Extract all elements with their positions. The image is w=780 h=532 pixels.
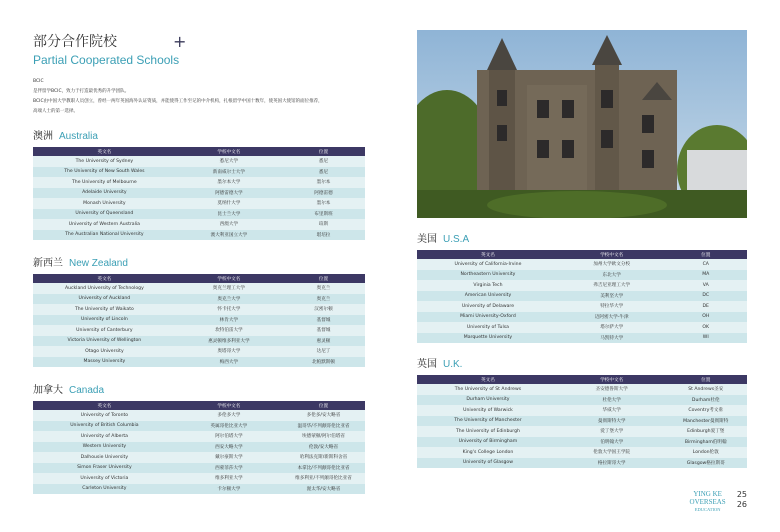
table-cell: 西澳大学	[176, 219, 282, 230]
table-row	[417, 458, 747, 469]
table-cell: 墨尔本	[282, 177, 365, 188]
table-cell: 阿尔伯塔大学	[176, 431, 282, 442]
table-cell: 马凯特大学	[559, 333, 665, 344]
table-canada	[33, 401, 365, 494]
table-cell: Otago University	[33, 346, 176, 357]
section-usa	[417, 230, 747, 245]
table-row	[33, 230, 365, 241]
section-australia	[33, 127, 365, 142]
table-row	[33, 463, 365, 474]
table-cell: Simon Fraser University	[33, 463, 176, 474]
table-row	[33, 357, 365, 368]
column-header: 学校中文名	[176, 147, 282, 156]
header-block	[33, 34, 365, 67]
table-row	[33, 198, 365, 209]
table-row	[33, 315, 365, 326]
section-title-en: U.S.A	[443, 234, 470, 245]
table-cell: 东北大学	[559, 270, 665, 281]
table-cell: 西蒙菲莎大学	[176, 463, 282, 474]
table-cell: 迈阿密大学-牛津	[559, 312, 665, 323]
table-cell: 加州大学欧文分校	[559, 259, 665, 270]
table-row	[33, 442, 365, 453]
table-cell: 澳大利亚国立大学	[176, 230, 282, 241]
footer	[690, 490, 747, 514]
brand-line: YING KE	[693, 490, 722, 498]
table-cell: 悉尼	[282, 156, 365, 167]
table-cell: 华威大学	[559, 405, 665, 416]
table-cell: 阿德雷德	[282, 188, 365, 199]
table-row	[417, 322, 747, 333]
table-cell: 悉尼大学	[176, 156, 282, 167]
table-cell: University of British Columbia	[33, 421, 176, 432]
section-uk	[417, 355, 747, 370]
table-cell: 墨尔本	[282, 198, 365, 209]
table-cell: 惠灵顿	[282, 336, 365, 347]
table-row	[33, 167, 365, 178]
table-cell: 弗吉尼亚理工大学	[559, 280, 665, 291]
table-cell: 坎特伯雷大学	[176, 325, 282, 336]
intro-line: 高端人士的第一选择。	[33, 109, 78, 114]
table-cell: 北帕默斯顿	[282, 357, 365, 368]
section-title-cn: 新西兰	[33, 258, 63, 269]
column-header: 学校中文名	[559, 250, 665, 259]
table-cell: St Andrews圣安	[664, 384, 747, 395]
table-cell: Durham University	[417, 395, 559, 406]
section-title-en: Australia	[59, 131, 98, 142]
table-row	[33, 473, 365, 484]
table-cell: Victoria University of Wellington	[33, 336, 176, 347]
table-cell: 奥克兰理工大学	[176, 283, 282, 294]
column-header: 英文名	[33, 147, 176, 156]
table-cell: 美利坚大学	[559, 291, 665, 302]
table-cell: King's College London	[417, 447, 559, 458]
table-cell: Dalhousie University	[33, 452, 176, 463]
table-cell: The University of New South Wales	[33, 167, 176, 178]
table-cell: 达尼丁	[282, 346, 365, 357]
table-cell: Edinburgh爱丁堡	[664, 426, 747, 437]
table-cell: 莫纳什大学	[176, 198, 282, 209]
table-row	[417, 280, 747, 291]
table-cell: Virginia Tech	[417, 280, 559, 291]
table-cell: Adelaide University	[33, 188, 176, 199]
table-cell: 墨尔本大学	[176, 177, 282, 188]
column-header: 位置	[664, 375, 747, 384]
table-cell: 珀斯	[282, 219, 365, 230]
column-header: 学校中文名	[559, 375, 665, 384]
table-cell: 多伦多大学	[176, 410, 282, 421]
table-row	[33, 421, 365, 432]
table-cell: 奥塔哥大学	[176, 346, 282, 357]
table-cell: DC	[664, 291, 747, 302]
table-cell: The University of Manchester	[417, 416, 559, 427]
table-row	[417, 437, 747, 448]
table-cell: 渥太华/安大略省	[282, 484, 365, 495]
table-newzealand	[33, 274, 365, 367]
column-header: 位置	[282, 274, 365, 283]
table-cell: 伦敦/安大略省	[282, 442, 365, 453]
column-header: 英文名	[417, 250, 559, 259]
table-cell: 温哥华/不列颠哥伦比亚省	[282, 421, 365, 432]
table-cell: University of Tulsa	[417, 322, 559, 333]
table-cell: 特拉华大学	[559, 301, 665, 312]
table-cell: University of Warwick	[417, 405, 559, 416]
table-cell: American University	[417, 291, 559, 302]
table-cell: Monash University	[33, 198, 176, 209]
table-cell: CA	[664, 259, 747, 270]
table-cell: OH	[664, 312, 747, 323]
table-row	[417, 447, 747, 458]
table-usa	[417, 250, 747, 343]
table-cell: 戴尔豪斯大学	[176, 452, 282, 463]
table-row	[33, 325, 365, 336]
table-cell: 哈利法克斯/新斯科舍省	[282, 452, 365, 463]
table-cell: 奥克兰大学	[176, 294, 282, 305]
table-cell: 悉尼	[282, 167, 365, 178]
table-row	[417, 384, 747, 395]
table-cell: University of Western Australia	[33, 219, 176, 230]
table-row	[33, 283, 365, 294]
table-cell: The University of Melbourne	[33, 177, 176, 188]
table-cell: 曼彻斯特大学	[559, 416, 665, 427]
table-cell: 伯明翰大学	[559, 437, 665, 448]
table-cell: 杜伦大学	[559, 395, 665, 406]
table-row	[417, 312, 747, 323]
table-cell: 昆士兰大学	[176, 209, 282, 220]
table-cell: University of Lincoln	[33, 315, 176, 326]
left-page	[33, 30, 365, 494]
column-header: 英文名	[33, 401, 176, 410]
table-cell: University of Birmingham	[417, 437, 559, 448]
table-row	[33, 346, 365, 357]
table-cell: 英属哥伦比亚大学	[176, 421, 282, 432]
section-title-cn: 美国	[417, 234, 437, 245]
section-title-en: Canada	[69, 385, 105, 396]
castle-image	[417, 30, 747, 218]
table-cell: 卡尔顿大学	[176, 484, 282, 495]
section-title-cn: 英国	[417, 359, 437, 370]
table-cell: Durham杜伦	[664, 395, 747, 406]
page-title-cn: 部分合作院校	[33, 34, 117, 50]
table-row	[417, 395, 747, 406]
column-header: 学校中文名	[176, 274, 282, 283]
intro-line: BCIC由中国大学教职人员创立，曾经一两年英国海外认证资质，并能使得工作至记的中介机构，扎根留学中国十数年，使英国大使馆的面位推荐，	[33, 99, 323, 104]
table-cell: 本拿比/不列颠哥伦比亚省	[282, 463, 365, 474]
brand-line: EDUCATION	[694, 507, 721, 512]
table-cell: Carleton University	[33, 484, 176, 495]
table-australia	[33, 147, 365, 240]
table-row	[417, 291, 747, 302]
table-cell: DE	[664, 301, 747, 312]
table-cell: 布里斯班	[282, 209, 365, 220]
column-header: 学校中文名	[176, 401, 282, 410]
table-cell: University of Auckland	[33, 294, 176, 305]
table-cell: MA	[664, 270, 747, 281]
section-title-cn: 澳洲	[33, 131, 53, 142]
section-title-cn: 加拿大	[33, 385, 63, 396]
table-row	[417, 301, 747, 312]
table-cell: 林肯大学	[176, 315, 282, 326]
table-cell: 堪培拉	[282, 230, 365, 241]
table-cell: Coventry考文垂	[664, 405, 747, 416]
table-cell: 基督城	[282, 315, 365, 326]
table-cell: University of Glasgow	[417, 458, 559, 469]
table-row	[417, 405, 747, 416]
section-title-en: U.K.	[443, 359, 463, 370]
table-cell: 基督城	[282, 325, 365, 336]
table-cell: The Australian National University	[33, 230, 176, 241]
table-cell: 西安大略大学	[176, 442, 282, 453]
table-row	[33, 410, 365, 421]
brand-line: OVERSEAS	[689, 498, 726, 506]
table-cell: WI	[664, 333, 747, 344]
table-cell: The University of Sydney	[33, 156, 176, 167]
table-cell: University of Canterbury	[33, 325, 176, 336]
table-cell: The University of Edinburgh	[417, 426, 559, 437]
column-header: 位置	[282, 147, 365, 156]
table-cell: Northeastern University	[417, 270, 559, 281]
table-row	[33, 156, 365, 167]
table-row	[33, 219, 365, 230]
table-cell: Western University	[33, 442, 176, 453]
table-cell: 梅西大学	[176, 357, 282, 368]
table-cell: Manchester曼彻斯特	[664, 416, 747, 427]
table-cell: 维多利亚/不列颠哥伦比亚省	[282, 473, 365, 484]
table-row	[33, 294, 365, 305]
page-title-en: Partial Cooperated Schools	[33, 53, 180, 67]
table-cell: 奥克兰	[282, 283, 365, 294]
table-cell: 新南威尔士大学	[176, 167, 282, 178]
table-cell: 伦敦大学国王学院	[559, 447, 665, 458]
table-uk	[417, 375, 747, 468]
table-row	[33, 177, 365, 188]
table-row	[33, 188, 365, 199]
table-cell: University of Victoria	[33, 473, 176, 484]
table-cell: University of Alberta	[33, 431, 176, 442]
table-row	[417, 333, 747, 344]
table-cell: London伦敦	[664, 447, 747, 458]
page-number: 25	[736, 490, 747, 499]
table-row	[417, 270, 747, 281]
table-cell: 塔尔萨大学	[559, 322, 665, 333]
table-cell: VA	[664, 280, 747, 291]
table-cell: 多伦多/安大略省	[282, 410, 365, 421]
page-numbers	[737, 490, 747, 510]
table-cell: 怀卡托大学	[176, 304, 282, 315]
column-header: 位置	[664, 250, 747, 259]
table-row	[33, 304, 365, 315]
table-row	[417, 416, 747, 427]
brand-logo	[690, 490, 726, 514]
table-row	[33, 484, 365, 495]
table-cell: Glasgow格拉斯哥	[664, 458, 747, 469]
table-cell: University of Queensland	[33, 209, 176, 220]
intro-text	[33, 77, 365, 117]
right-page	[417, 30, 747, 468]
table-cell: The University of Waikato	[33, 304, 176, 315]
column-header: 英文名	[33, 274, 176, 283]
table-row	[417, 426, 747, 437]
table-cell: 维多利亚大学	[176, 473, 282, 484]
table-cell: 阿德雷德大学	[176, 188, 282, 199]
table-row	[33, 452, 365, 463]
table-row	[33, 209, 365, 220]
table-cell: Marquette University	[417, 333, 559, 344]
table-cell: University of Toronto	[33, 410, 176, 421]
section-canada	[33, 381, 365, 396]
table-cell: 爱丁堡大学	[559, 426, 665, 437]
table-cell: Massey University	[33, 357, 176, 368]
table-cell: The University of St Andrews	[417, 384, 559, 395]
plus-icon: +	[173, 32, 187, 51]
table-cell: 埃德蒙顿/阿尔伯塔省	[282, 431, 365, 442]
table-cell: Miami University-Oxford	[417, 312, 559, 323]
table-row	[33, 336, 365, 347]
page-number: 26	[736, 500, 747, 509]
table-cell: University of California-Irvine	[417, 259, 559, 270]
castle-photo	[417, 30, 747, 218]
table-cell: Birmingham伯明翰	[664, 437, 747, 448]
table-row	[417, 259, 747, 270]
table-cell: 汉密尔顿	[282, 304, 365, 315]
section-newzealand	[33, 254, 365, 269]
table-cell: 圣安德鲁斯大学	[559, 384, 665, 395]
intro-line: BCIC	[33, 79, 44, 84]
column-header: 英文名	[417, 375, 559, 384]
table-cell: University of Delaware	[417, 301, 559, 312]
section-title-en: New Zealand	[69, 258, 128, 269]
table-cell: 惠灵顿维多利亚大学	[176, 336, 282, 347]
table-cell: OK	[664, 322, 747, 333]
table-cell: 奥克兰	[282, 294, 365, 305]
table-cell: 格拉斯哥大学	[559, 458, 665, 469]
column-header: 位置	[282, 401, 365, 410]
table-cell: Auckland University of Technology	[33, 283, 176, 294]
table-row	[33, 431, 365, 442]
intro-line: 是伴留学BCIC，致力于打造最优秀的升学团队。	[33, 89, 130, 94]
